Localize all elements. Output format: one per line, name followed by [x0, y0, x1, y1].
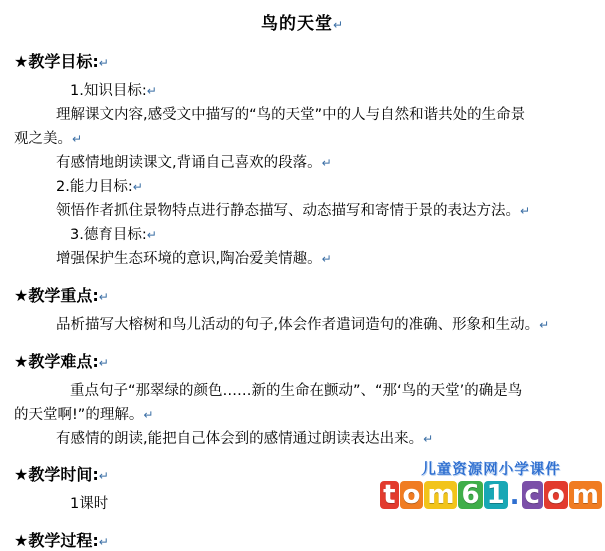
section-body-objectives [14, 80, 591, 271]
logo-letter: t [380, 481, 398, 509]
body-line-text: 1.知识目标: [70, 83, 147, 100]
body-line-text: 有感情地朗读课文,背诵自己喜欢的段落。 [56, 155, 322, 172]
pilcrow-mark: ↵ [98, 56, 109, 71]
watermark-logo [385, 481, 597, 509]
body-line [14, 404, 591, 428]
section-heading-text: ★教学重点: [14, 285, 99, 305]
section-body-key-points [14, 314, 591, 338]
body-line-text: 1课时 [70, 496, 109, 513]
section-heading-text: ★教学难点: [14, 351, 99, 371]
body-line [14, 200, 591, 224]
pilcrow-mark: ↵ [98, 469, 109, 484]
page-title [14, 14, 591, 34]
logo-letter: c [522, 481, 543, 509]
body-line [14, 80, 591, 104]
body-line-text: 2.能力目标: [56, 179, 133, 196]
body-line [14, 248, 591, 272]
section-heading-objectives [14, 52, 591, 72]
section-body-difficult-points [14, 380, 591, 452]
logo-letter: 6 [458, 481, 482, 509]
pilcrow-mark: ↵ [539, 317, 550, 332]
body-line-text: 3.德育目标: [70, 226, 147, 243]
body-line [14, 152, 591, 176]
body-line-text: 理解课文内容,感受文中描写的“鸟的天堂”中的人与自然和谐共处的生命景 [56, 107, 526, 124]
body-line [14, 176, 591, 200]
body-line-text: 有感情的朗读,能把自己体会到的感情通过朗读表达出来。 [56, 430, 424, 447]
body-line-text: 增强保护生态环境的意识,陶冶爱美情趣。 [56, 250, 322, 267]
pilcrow-mark: ↵ [520, 204, 531, 218]
section-heading-key-points [14, 286, 591, 306]
section-heading-text: ★教学时间: [14, 465, 99, 485]
body-line [14, 224, 591, 248]
body-line [14, 428, 591, 452]
pilcrow-mark: ↵ [321, 251, 332, 266]
pilcrow-mark: ↵ [332, 18, 345, 32]
pilcrow-mark: ↵ [72, 132, 83, 147]
section-heading-text: ★教学过程: [14, 531, 99, 551]
body-line [14, 128, 591, 152]
body-line-text: 观之美。 [14, 131, 72, 148]
logo-letter: o [544, 481, 568, 509]
logo-letter: 1 [484, 481, 508, 509]
pilcrow-mark: ↵ [143, 407, 154, 422]
pilcrow-mark: ↵ [98, 535, 109, 550]
section-heading-text: ★教学目标: [14, 52, 99, 72]
logo-letter: o [400, 481, 424, 509]
pilcrow-mark: ↵ [321, 156, 332, 171]
section-heading-difficult-points [14, 352, 591, 372]
logo-letter: m [424, 481, 457, 509]
pilcrow-mark: ↵ [98, 355, 109, 370]
pilcrow-mark: ↵ [423, 431, 434, 446]
body-line-text: 重点句子“那翠绿的颜色……新的生命在颤动”、“那‘鸟的天堂’的确是鸟 [70, 382, 523, 399]
logo-letter: . [509, 481, 520, 511]
body-line [14, 104, 591, 128]
logo-letter: m [569, 481, 602, 509]
body-line [14, 314, 591, 338]
pilcrow-mark: ↵ [132, 180, 143, 195]
body-line-text: 的天堂啊!”的理解。 [14, 406, 144, 423]
pilcrow-mark: ↵ [98, 289, 109, 304]
section-heading-teaching-process [14, 531, 591, 551]
watermark-site-name: 儿童资源网小学课件 [421, 462, 561, 478]
site-watermark [385, 458, 597, 509]
body-line-text: 品析描写大榕树和鸟儿活动的句子,体会作者遣词造句的准确、形象和生动。 [56, 316, 540, 333]
body-line [14, 380, 591, 404]
pilcrow-mark: ↵ [146, 84, 157, 99]
pilcrow-mark: ↵ [146, 227, 157, 242]
body-line-text: 领悟作者抓住景物特点进行静态描写、动态描写和寄情于景的表达方法。 [56, 203, 520, 219]
page-title-text: 鸟的天堂 [260, 14, 333, 34]
